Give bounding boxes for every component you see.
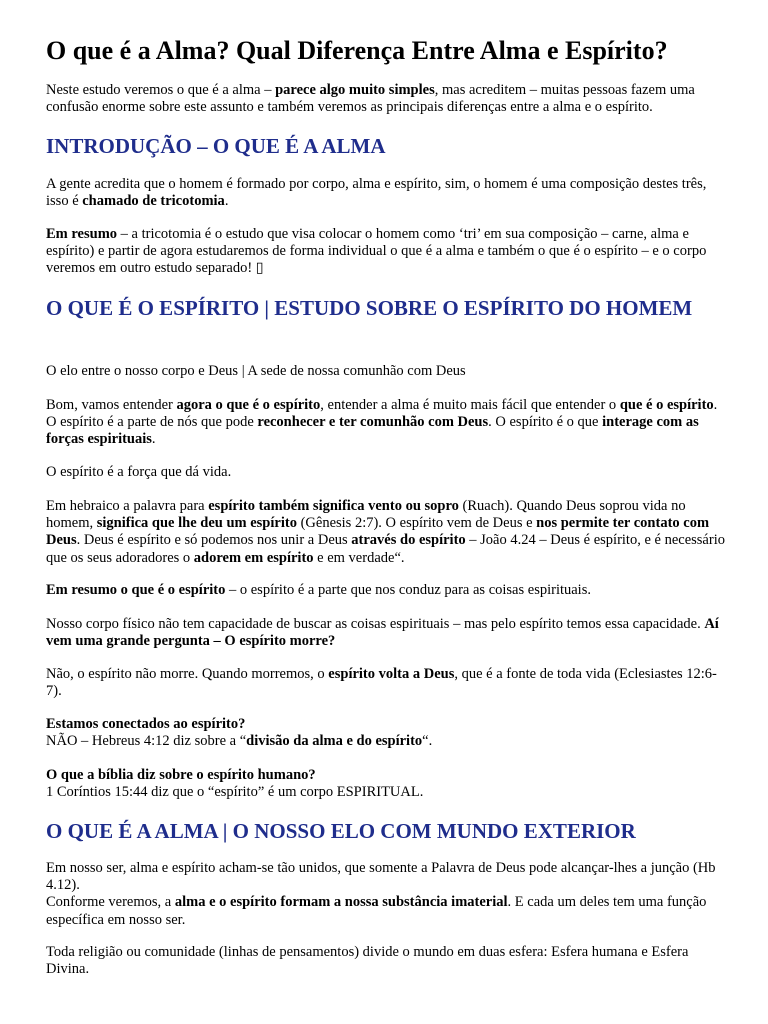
paragraph — [46, 666, 730, 700]
text-span: “. — [422, 733, 433, 750]
text-span: – o espírito é a parte que nos conduz para as coisas espirituais. — [225, 582, 591, 598]
bold-text: parece algo muito simples — [275, 82, 435, 98]
bold-text: Em resumo o que é o espírito — [46, 582, 226, 598]
paragraph — [46, 582, 730, 599]
bold-text: significa que lhe deu um espírito — [96, 515, 297, 532]
paragraph — [46, 860, 730, 929]
bold-text: espírito volta a Deus — [328, 666, 455, 682]
section-heading-introducao: INTRODUÇÃO – O QUE É A ALMA — [46, 134, 386, 158]
text-span: . Deus é espírito e só podemos nos unir a Deus — [76, 532, 352, 549]
text-span: Em nosso ser, alma e espírito acham-se tão unidos, que somente a Palavra de Deus pode alcançar-lhes a junção (Hb 4.12). — [46, 860, 716, 894]
bold-text: agora o que é o espírito — [176, 397, 321, 413]
text-span: Neste estudo veremos o que é a alma – — [46, 82, 276, 98]
text-span: Em hebraico a palavra para — [46, 498, 209, 514]
text-span: . E cada um deles tem uma função específica em nosso ser. — [46, 894, 707, 928]
intro-paragraph — [46, 82, 730, 116]
text-span: , entender a alma é muito mais fácil que entender o — [320, 397, 620, 413]
paragraph — [46, 616, 730, 650]
paragraph — [46, 716, 730, 750]
text-span: , mas acreditem – muitas pessoas fazem uma confusão enorme sobre este assunto e também veremos as principais diferenças entre a alma e o espírito. — [46, 82, 695, 116]
paragraph: O espírito é a força que dá vida. — [46, 464, 232, 480]
text-span: (Ruach). Quando Deus soprou vida no homem, — [46, 498, 686, 532]
bold-text: adorem em espírito — [193, 549, 314, 566]
bold-text: interage com as forças espirituais — [46, 414, 699, 448]
bold-text: alma e o espírito formam a nossa substância imaterial — [174, 894, 508, 911]
text-span: – João 4.24 – Deus é espírito, e é necessário que os seus adoradores o — [46, 532, 725, 566]
bold-text: reconhecer e ter comunhão com Deus — [257, 414, 489, 431]
section-heading-espirito: O QUE É O ESPÍRITO | ESTUDO SOBRE O ESPÍRITO DO HOMEM — [46, 296, 693, 320]
bold-text: O que a bíblia diz sobre o espírito humano? — [46, 767, 316, 783]
text-span: , que é a fonte de toda vida (Eclesiastes 12:6-7). — [46, 666, 717, 700]
text-span: Conforme veremos, a — [46, 894, 175, 911]
paragraph — [46, 498, 730, 567]
text-span: . O espírito é a parte de nós que pode — [46, 397, 718, 431]
bold-text: Em resumo — [46, 226, 118, 242]
page-title: O que é a Alma? Qual Diferença Entre Alma e Espírito? — [46, 36, 668, 65]
text-span: NÃO – Hebreus 4:12 diz sobre a “ — [46, 733, 247, 750]
text-span: e em verdade“. — [313, 549, 405, 566]
paragraph — [46, 176, 730, 210]
text-span: Bom, vamos entender — [46, 397, 177, 413]
bold-text: divisão da alma e do espírito — [246, 733, 423, 750]
text-span: . — [224, 193, 229, 210]
text-span: . O espírito é o que — [488, 414, 603, 431]
bold-text: através do espírito — [351, 532, 466, 549]
text-span: – a tricotomia é o estudo que visa colocar o homem como ‘tri’ em sua composição – carne, alma e espírito) e partir de agora estudaremos de forma individual o que é a alma e também o que é o espírito – e o corpo veremos em outro estudo separado! ▯ — [46, 226, 707, 277]
bold-text: Estamos conectados ao espírito? — [46, 716, 246, 732]
paragraph — [46, 767, 730, 801]
text-span: A gente acredita que o homem é formado por corpo, alma e espírito, sim, o homem é uma composição destes três, isso é — [46, 176, 707, 210]
bold-text: espírito também significa vento ou sopro — [208, 498, 459, 514]
paragraph: Toda religião ou comunidade (linhas de pensamentos) divide o mundo em duas esfera: Esfera humana e Esfera Divina. — [46, 944, 689, 978]
bold-text: nos permite ter contato com Deus — [46, 515, 710, 549]
text-span: (Gênesis 2:7). O espírito vem de Deus e — [296, 515, 537, 532]
bold-text: que é o espírito — [619, 397, 714, 413]
text-span: Não, o espírito não morre. Quando morremos, o — [46, 666, 329, 682]
text-span: 1 Coríntios 15:44 diz que o “espírito” é um corpo ESPIRITUAL. — [46, 784, 424, 801]
paragraph — [46, 397, 730, 449]
text-span: Nosso corpo físico não tem capacidade de buscar as coisas espirituais – mas pelo espírito temos essa capacidade. — [46, 616, 705, 632]
text-span: . — [151, 431, 156, 448]
paragraph — [46, 226, 730, 278]
paragraph: O elo entre o nosso corpo e Deus | A sede de nossa comunhão com Deus — [46, 363, 466, 379]
bold-text: Aí vem uma grande pergunta – O espírito morre? — [46, 616, 719, 650]
bold-text: chamado de tricotomia — [82, 193, 225, 210]
section-heading-alma: O QUE É A ALMA | O NOSSO ELO COM MUNDO EXTERIOR — [46, 819, 636, 843]
